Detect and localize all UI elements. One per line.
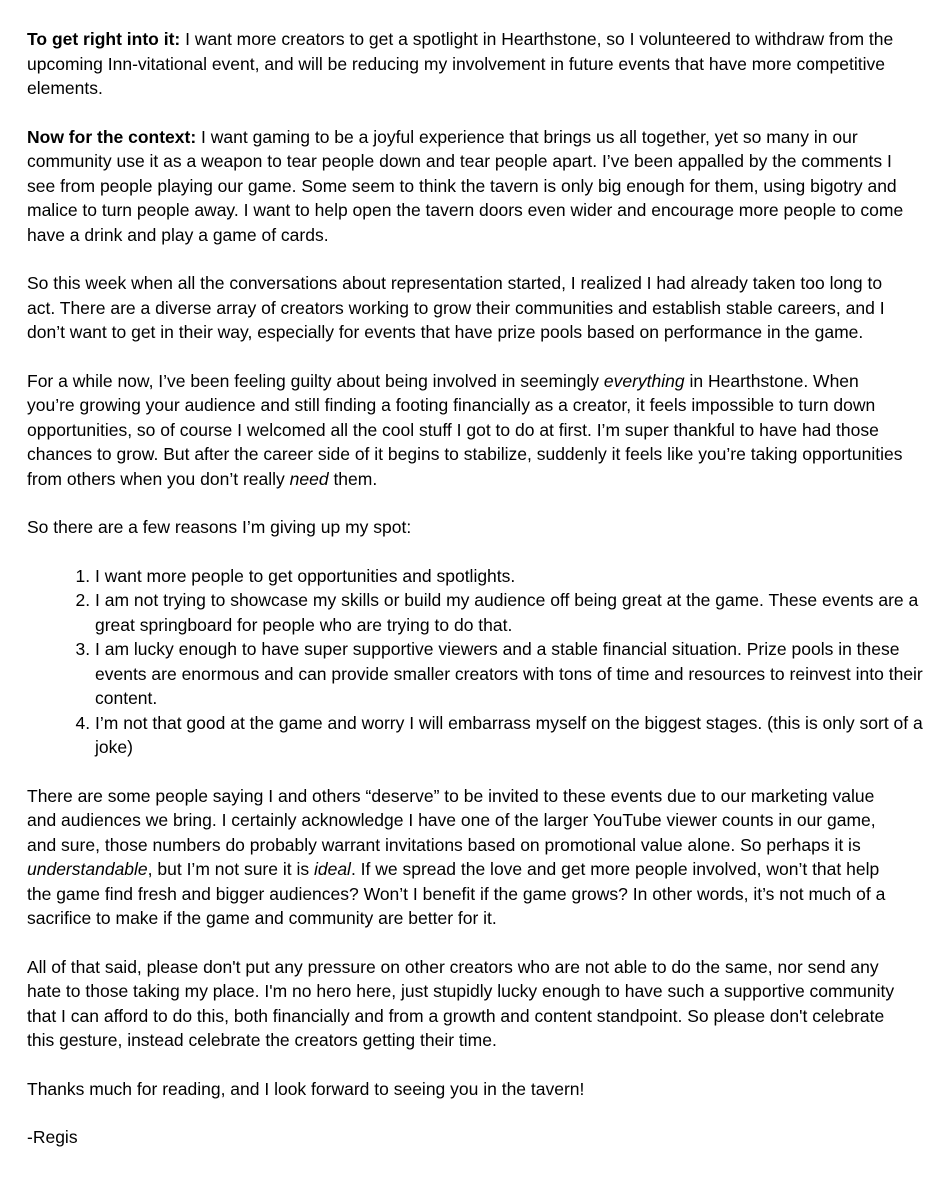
- pressure-paragraph: All of that said, please don't put any pressure on other creators who are not able to do the same, nor send any hate to those taking my place. I'm no hero here, just stupidly lucky enough to have such a supportive community that I can afford to do this, both financially and from a growth and content standpoint. So please don't celebrate this gesture, instead celebrate the creators getting their time.: [27, 956, 895, 1050]
- deserve-text-c: . If we spread the love and get more people involved, won’t that help the game find fresh and bigger audiences? Won’t I benefit if the game grows? In other words, it’s not much of a sacrifice to make if the game and community are better for it.: [27, 859, 886, 928]
- deserve-emphasis-understandable: understandable: [27, 859, 148, 879]
- guilt-emphasis-everything: everything: [603, 370, 685, 391]
- context-lead: Now for the context:: [27, 126, 197, 147]
- guilt-text-c: them.: [328, 468, 378, 489]
- list-item: 3. I am lucky enough to have super supportive viewers and a stable financial situation. Prize pools in these events are enormous and can provide smaller creators with tons of time and resources to reinvest into their content.: [95, 637, 930, 711]
- deserve-emphasis-ideal: ideal: [313, 859, 351, 879]
- guilt-emphasis-need: need: [289, 468, 329, 489]
- deserve-text-a: There are some people saying I and others “deserve” to be invited to these events due to our marketing value and audiences we bring. I certainly acknowledge I have one of the larger YouTube viewer counts in our game, and sure, those numbers do probably warrant invitations based on promotional value alone. So perhaps it is: [27, 785, 876, 855]
- signature: -Regis: [27, 1127, 78, 1147]
- representation-paragraph: So this week when all the conversations about representation started, I realized I had already taken too long to act. There are a diverse array of creators working to grow their communities and establish stable careers, and I don’t want to get in their way, especially for events that have prize pools based on performance in the game.: [27, 273, 885, 342]
- list-item: 1. I want more people to get opportunities and spotlights.: [95, 564, 930, 589]
- deserve-paragraph: [27, 784, 907, 931]
- intro-paragraph: [27, 27, 907, 101]
- reasons-list: [27, 564, 930, 760]
- list-item: 4. I’m not that good at the game and worry I will embarrass myself on the biggest stages. (this is only sort of a joke): [95, 711, 930, 760]
- context-text: I want gaming to be a joyful experience that brings us all together, yet so many in our community use it as a weapon to tear people down and tear people apart. I’ve been appalled by the comments I see from people playing our game. Some seem to think the tavern is only big enough for them, using bigotry and malice to turn people away. I want to help open the tavern doors even wider and encourage more people to come have a drink and play a game of cards.: [27, 126, 904, 245]
- guilt-text-a: For a while now, I’ve been feeling guilty about being involved in seemingly: [27, 370, 604, 391]
- context-paragraph: [27, 125, 907, 248]
- guilt-paragraph: [27, 369, 907, 492]
- intro-lead: To get right into it:: [27, 29, 181, 49]
- reasons-intro: So there are a few reasons I’m giving up my spot:: [27, 517, 412, 537]
- list-item: 2. I am not trying to showcase my skills or build my audience off being great at the game. These events are a great springboard for people who are trying to do that.: [95, 588, 930, 637]
- guilt-text-b: in Hearthstone. When you’re growing your audience and still finding a footing financially as a creator, it feels impossible to turn down opportunities, so of course I welcomed all the cool stuff I got to do at first. I’m super thankful to have had those chances to grow. But after the career side of it begins to stabilize, suddenly it feels like you’re taking opportunities from others when you don’t really: [27, 370, 903, 489]
- intro-text: I want more creators to get a spotlight in Hearthstone, so I volunteered to withdraw from the upcoming Inn-vitational event, and will be reducing my involvement in future events that have more competitive elements.: [27, 29, 894, 98]
- thanks-paragraph: Thanks much for reading, and I look forward to seeing you in the tavern!: [27, 1078, 585, 1099]
- deserve-text-b: , but I’m not sure it is: [147, 859, 314, 879]
